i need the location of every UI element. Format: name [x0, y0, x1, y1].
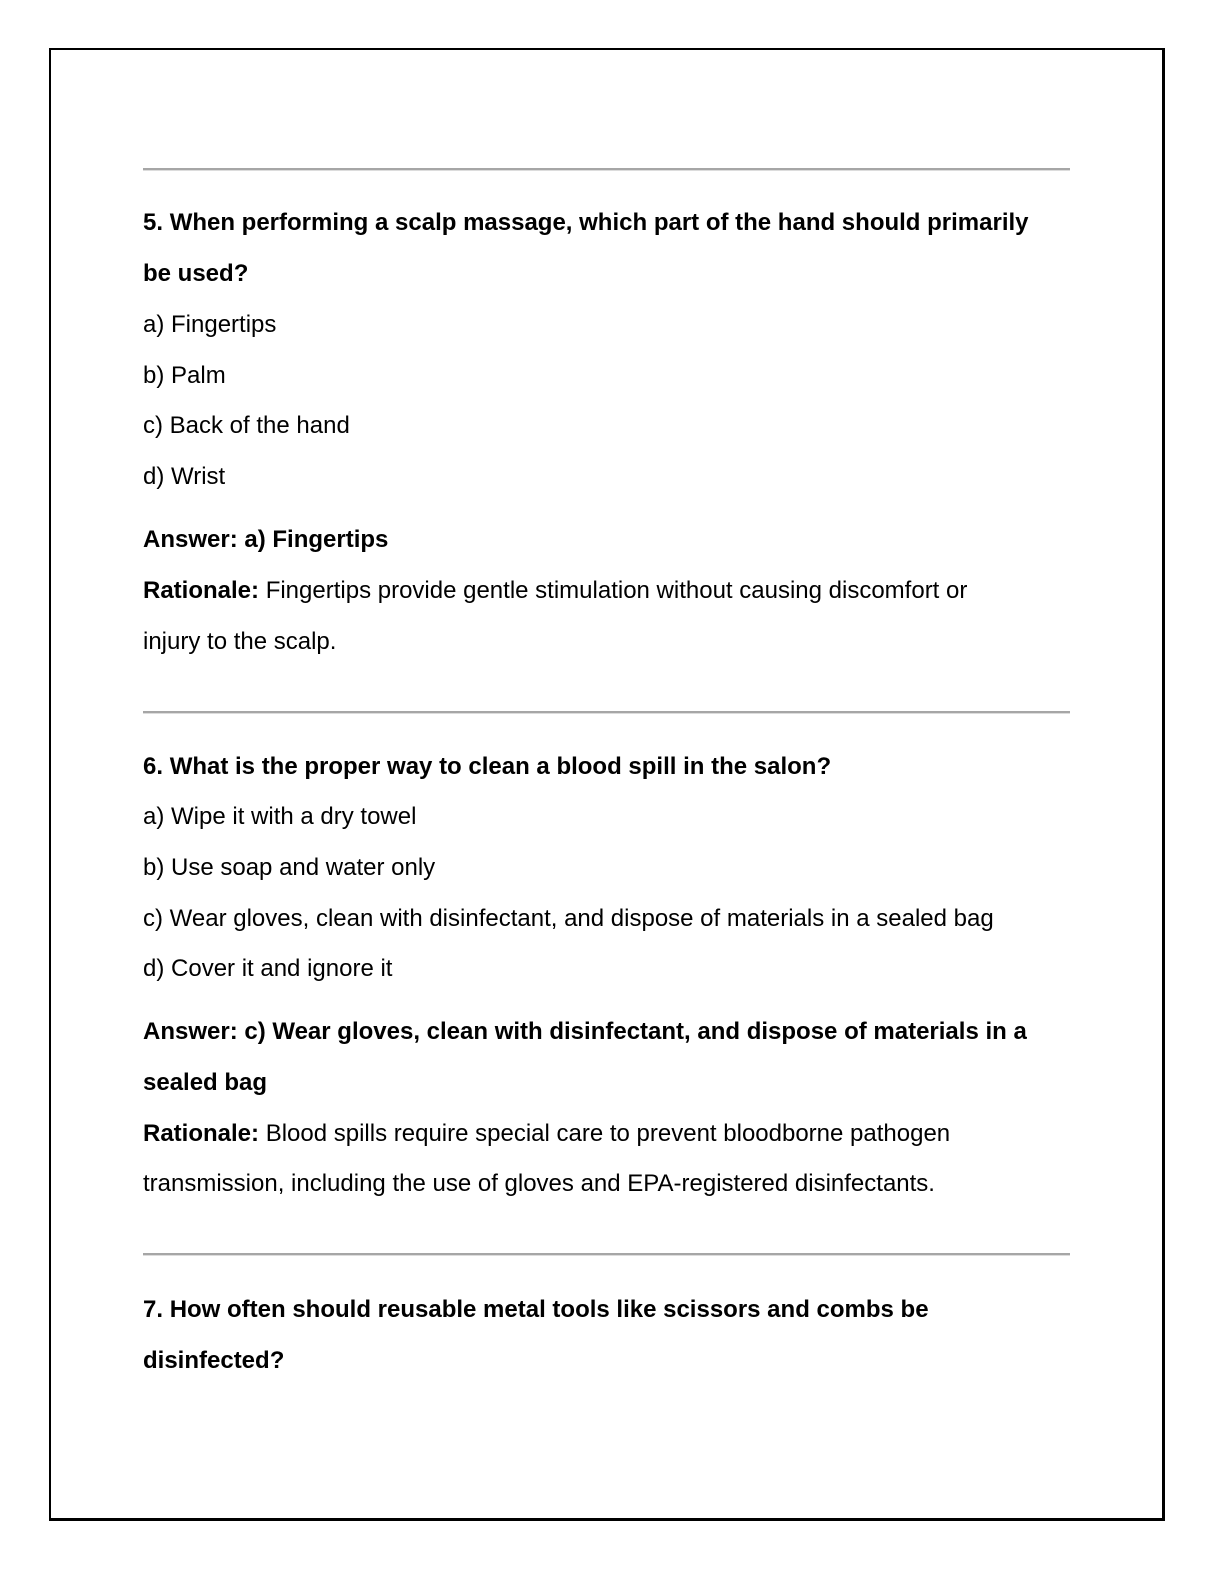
rationale-5: [143, 576, 967, 606]
question-text: What is the proper way to clean a blood spill in the salon?: [169, 753, 832, 780]
option-b: b) Palm: [143, 362, 226, 389]
answer-text: c) Wear gloves, clean with disinfectant, and dispose of materials in a: [244, 1018, 1027, 1045]
question-number: 7.: [143, 1296, 164, 1323]
option-a: a) Fingertips: [143, 311, 277, 338]
question-5-title-cont: [143, 259, 248, 289]
section-divider: [143, 1253, 1070, 1255]
question-text: be used?: [143, 260, 249, 287]
question-7-title: [143, 1295, 929, 1325]
question-text: How often should reusable metal tools like scissors and combs be: [169, 1296, 929, 1323]
question-7-title-cont: disinfected?: [143, 1347, 285, 1374]
rationale-label: Rationale:: [143, 577, 260, 604]
option-a: a) Wipe it with a dry towel: [143, 803, 417, 830]
rationale-5-cont: injury to the scalp.: [143, 628, 337, 655]
answer-label: Answer:: [143, 526, 238, 553]
question-6-title: [143, 752, 831, 782]
section-divider: [143, 711, 1070, 713]
question-number: 5.: [143, 209, 164, 236]
answer-6-cont: sealed bag: [143, 1069, 268, 1096]
answer-5: [143, 525, 388, 555]
answer-label: Answer:: [143, 1018, 238, 1045]
option-d: d) Cover it and ignore it: [143, 955, 393, 982]
option-b: b) Use soap and water only: [143, 854, 436, 881]
rationale-6-cont: transmission, including the use of gloves and EPA-registered disinfectants.: [143, 1170, 935, 1197]
rationale-text: Blood spills require special care to prevent bloodborne pathogen: [265, 1120, 951, 1147]
question-number: 6.: [143, 753, 164, 780]
question-text: When performing a scalp massage, which part of the hand should primarily: [169, 209, 1029, 236]
rationale-text: Fingertips provide gentle stimulation without causing discomfort or: [265, 577, 968, 604]
answer-6: [143, 1017, 1027, 1047]
rationale-6: [143, 1119, 950, 1149]
option-d: d) Wrist: [143, 463, 226, 490]
option-c: c) Back of the hand: [143, 412, 350, 439]
section-divider: [143, 168, 1070, 170]
option-c: c) Wear gloves, clean with disinfectant, and dispose of materials in a sealed bag: [143, 905, 994, 932]
rationale-label: Rationale:: [143, 1120, 260, 1147]
answer-text: a) Fingertips: [244, 526, 389, 553]
question-5-title: [143, 208, 1029, 238]
